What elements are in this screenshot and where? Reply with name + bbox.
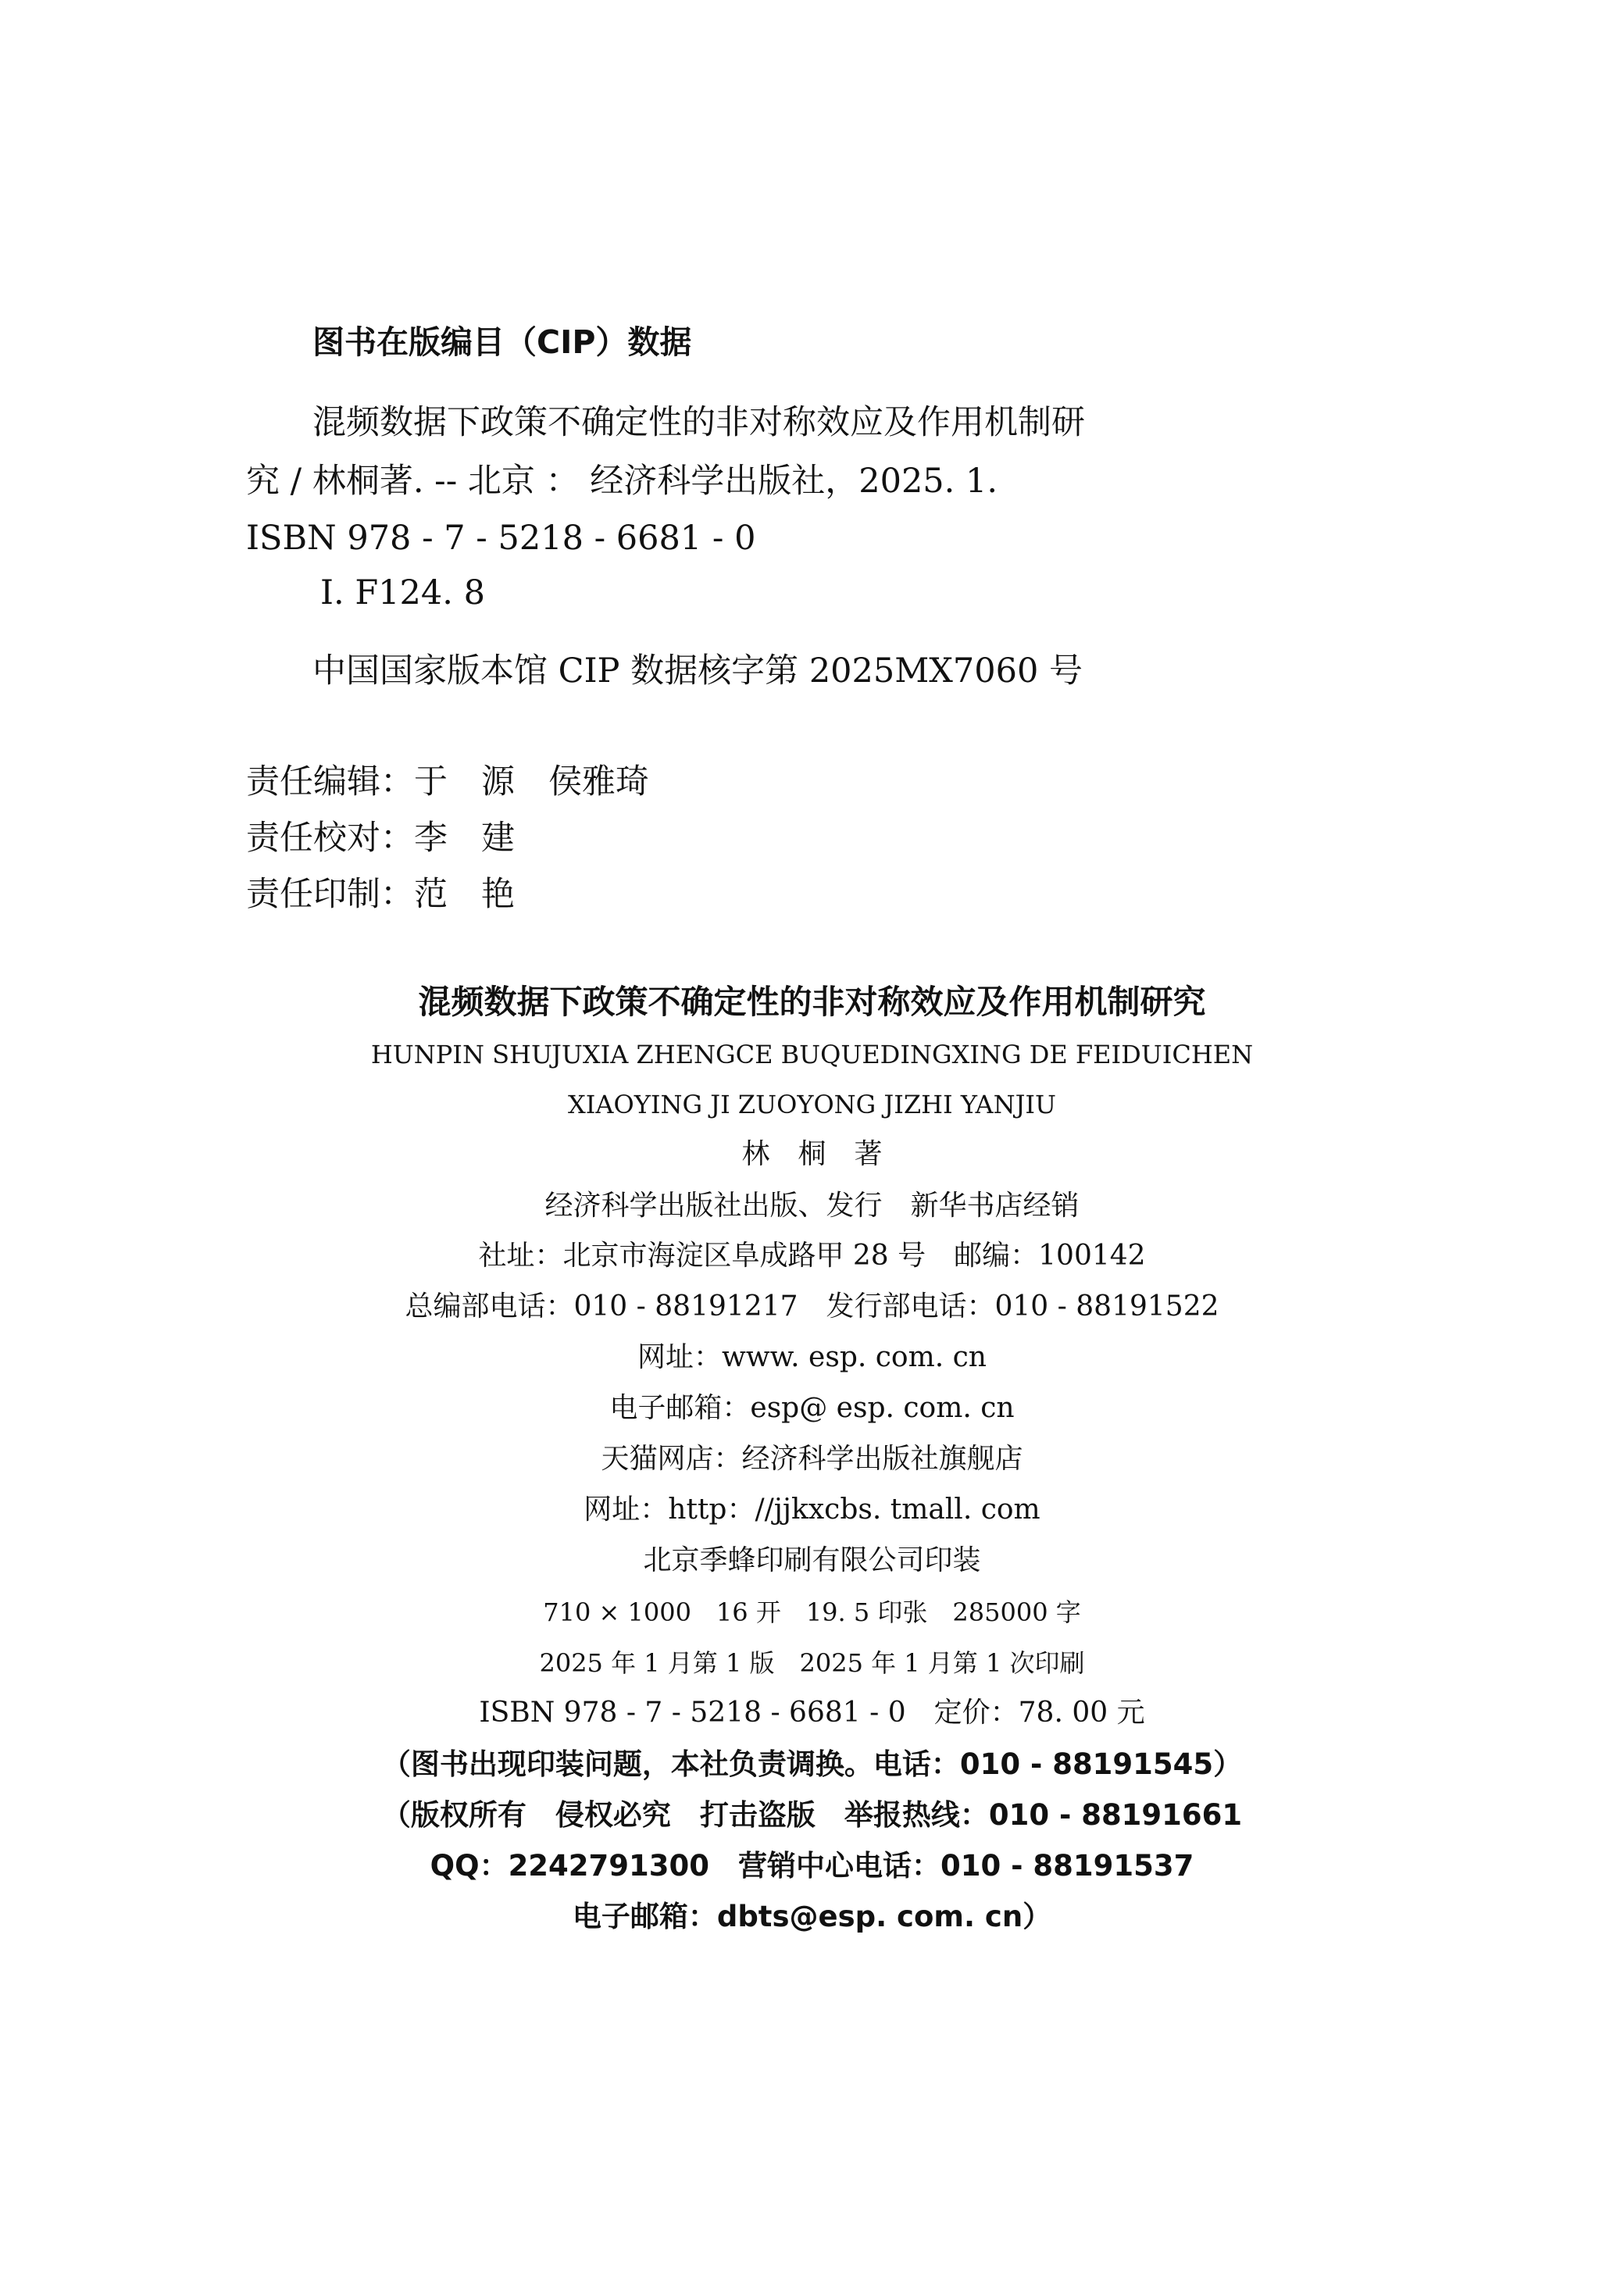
cip-heading: 图书在版编目（CIP）数据 bbox=[312, 323, 692, 361]
cip-isbn: ISBN 978 - 7 - 5218 - 6681 - 0 bbox=[246, 519, 756, 558]
printer-line: 北京季蜂印刷有限公司印装 bbox=[643, 1544, 981, 1576]
publisher-line: 经济科学出版社出版、发行 新华书店经销 bbox=[544, 1190, 1080, 1222]
notice-line-1: （图书出现印装问题，本社负责调换。电话：010 - 88191545） bbox=[381, 1747, 1243, 1781]
tmall-url-line: 网址：http：//jjkxcbs. tmall. com bbox=[584, 1494, 1040, 1526]
email-line: 电子邮箱：esp@ esp. com. cn bbox=[609, 1392, 1015, 1424]
specs-line: 710 × 1000 16 开 19. 5 印张 285000 字 bbox=[543, 1597, 1081, 1627]
responsible-editor: 责任编辑：于 源 侯雅琦 bbox=[246, 762, 649, 801]
responsible-proofreader: 责任校对：李 建 bbox=[246, 819, 515, 858]
notice-line-4: 电子邮箱：dbts@esp. com. cn） bbox=[572, 1900, 1052, 1933]
tmall-store-line: 天猫网店：经济科学出版社旗舰店 bbox=[601, 1443, 1023, 1475]
notice-line-2: （版权所有 侵权必究 打击盗版 举报热线：010 - 88191661 bbox=[381, 1798, 1243, 1832]
edition-line: 2025 年 1 月第 1 版 2025 年 1 月第 1 次印刷 bbox=[539, 1648, 1085, 1678]
cip-title-line-1: 混频数据下政策不确定性的非对称效应及作用机制研 bbox=[312, 403, 1085, 442]
book-title: 混频数据下政策不确定性的非对称效应及作用机制研究 bbox=[418, 983, 1206, 1021]
notice-line-3: QQ：2242791300 营销中心电话：010 - 88191537 bbox=[430, 1849, 1194, 1883]
cip-classification: Ⅰ. F124. 8 bbox=[320, 573, 485, 612]
author: 林 桐 著 bbox=[741, 1138, 883, 1170]
pinyin-title-line-2: XIAOYING JI ZUOYONG JIZHI YANJIU bbox=[567, 1090, 1057, 1119]
pinyin-title-line-1: HUNPIN SHUJUXIA ZHENGCE BUQUEDINGXING DE FEIDUICHEN bbox=[370, 1040, 1254, 1069]
website-line: 网址：www. esp. com. cn bbox=[637, 1341, 987, 1373]
responsible-printing: 责任印制：范 艳 bbox=[246, 875, 515, 914]
phone-line: 总编部电话：010 - 88191217 发行部电话：010 - 88191522 bbox=[405, 1290, 1219, 1322]
isbn-price-line: ISBN 978 - 7 - 5218 - 6681 - 0 定价：78. 00 元 bbox=[479, 1697, 1145, 1729]
address-line: 社址：北京市海淀区阜成路甲 28 号 邮编：100142 bbox=[478, 1240, 1146, 1272]
cip-record-number: 中国国家版本馆 CIP 数据核字第 2025MX7060 号 bbox=[312, 651, 1083, 691]
cip-title-line-2: 究 / 林桐著. -- 北京 ： 经济科学出版社，2025. 1. bbox=[246, 462, 998, 501]
